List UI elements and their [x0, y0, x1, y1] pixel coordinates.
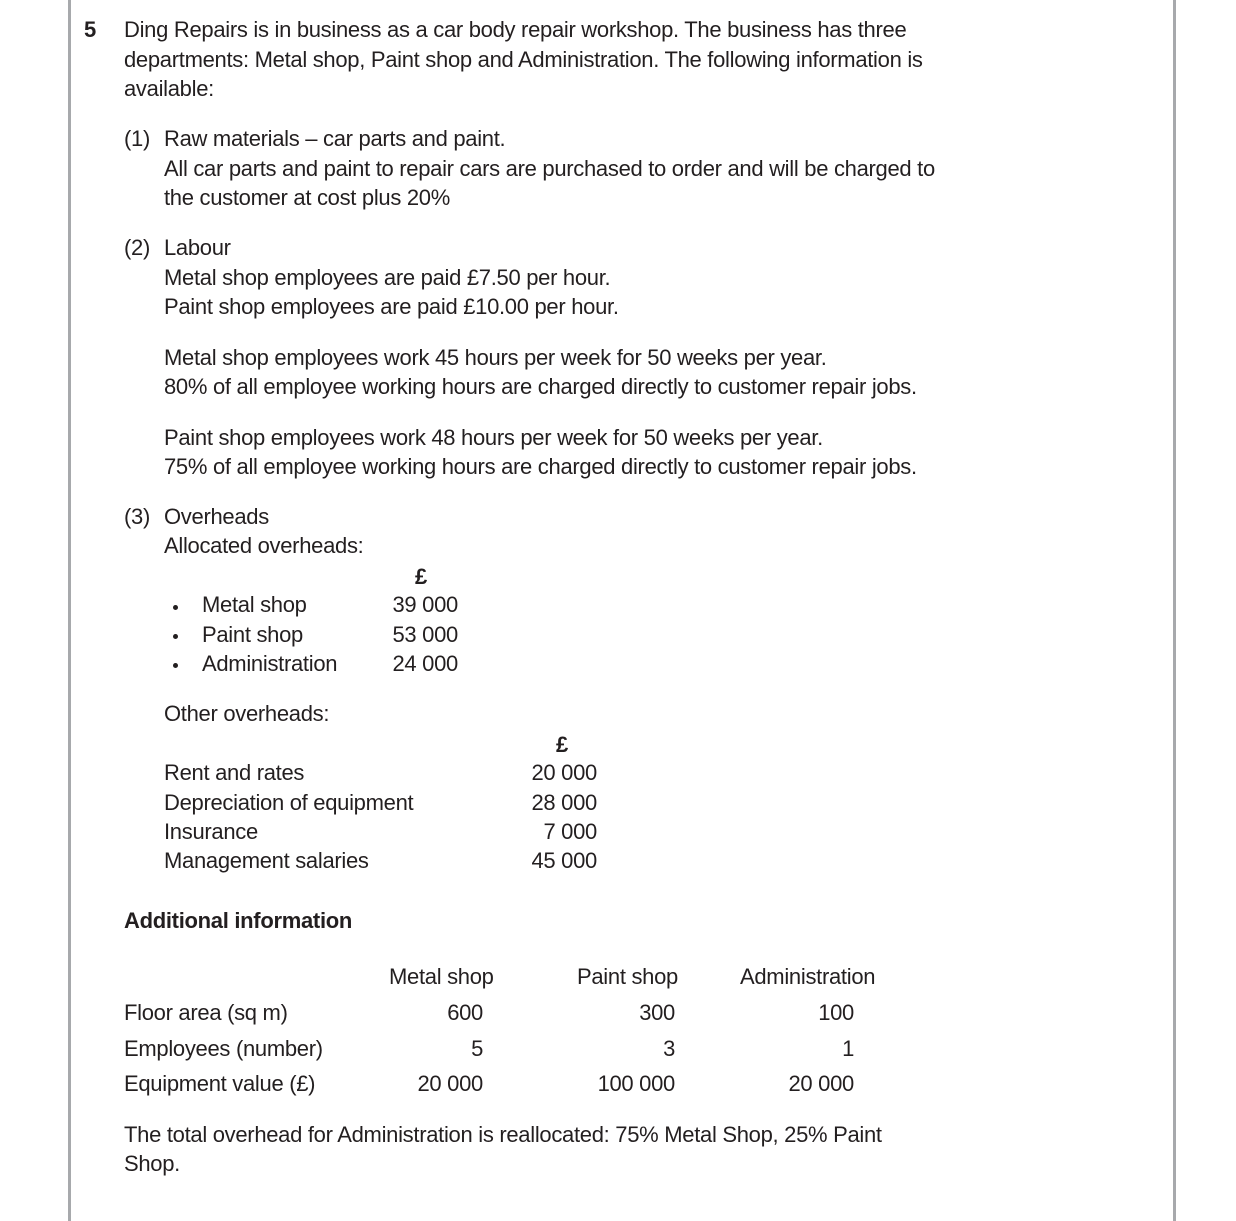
reallocation-note-line-1: The total overhead for Administration is reallocated: 75% Metal Shop, 25% Paint: [124, 1122, 882, 1147]
other-row-value: 7 000: [543, 819, 597, 844]
metal-shop-hours-line: Metal shop employees work 45 hours per week for 50 weeks per year.: [164, 345, 827, 370]
allocated-row-name: Administration: [202, 651, 338, 676]
item-2-line-1: Metal shop employees are paid £7.50 per hour.: [164, 265, 611, 290]
intro-line-3: available:: [124, 76, 214, 101]
item-2-label: (2): [124, 235, 150, 260]
item-1-label: (1): [124, 126, 150, 151]
intro-line-2: departments: Metal shop, Paint shop and Administration. The following information is: [124, 47, 923, 72]
other-currency-header: £: [556, 732, 568, 757]
other-row-name: Insurance: [164, 819, 258, 844]
info-cell: 5: [471, 1036, 483, 1061]
other-row-value: 20 000: [531, 760, 597, 785]
item-1-line-1: All car parts and paint to repair cars are purchased to order and will be charged to: [164, 156, 935, 181]
info-cell: 100 000: [597, 1071, 675, 1096]
info-row-label: Floor area (sq m): [124, 1000, 288, 1025]
info-cell: 3: [663, 1036, 675, 1061]
paint-shop-charged-line: 75% of all employee working hours are charged directly to customer repair jobs.: [164, 454, 917, 479]
allocated-row-name: Paint shop: [202, 622, 303, 647]
info-cell: 1: [842, 1036, 854, 1061]
item-3-title: Overheads: [164, 504, 269, 529]
additional-info-heading: Additional information: [124, 908, 353, 933]
column-header-paint-shop: Paint shop: [577, 964, 678, 989]
info-cell: 300: [639, 1000, 675, 1025]
allocated-overheads-heading: Allocated overheads:: [164, 533, 364, 558]
other-row-value: 45 000: [531, 848, 597, 873]
metal-shop-charged-line: 80% of all employee working hours are charged directly to customer repair jobs.: [164, 374, 917, 399]
item-3-label: (3): [124, 504, 150, 529]
question-number: 5: [84, 17, 96, 42]
allocated-row-value: 24 000: [392, 651, 458, 676]
column-header-metal-shop: Metal shop: [389, 964, 494, 989]
intro-line-1: Ding Repairs is in business as a car body repair workshop. The business has three: [124, 17, 907, 42]
other-overheads-heading: Other overheads:: [164, 701, 330, 726]
info-cell: 100: [818, 1000, 854, 1025]
other-row-name: Rent and rates: [164, 760, 305, 785]
item-2-line-2: Paint shop employees are paid £10.00 per hour.: [164, 294, 619, 319]
item-1-line-2: the customer at cost plus 20%: [164, 185, 451, 210]
paint-shop-hours-line: Paint shop employees work 48 hours per week for 50 weeks per year.: [164, 425, 823, 450]
allocated-row-name: Metal shop: [202, 592, 307, 617]
info-row-label: Equipment value (£): [124, 1071, 316, 1096]
other-row-name: Depreciation of equipment: [164, 790, 414, 815]
allocated-row-value: 39 000: [392, 592, 458, 617]
bullet-icon: [173, 605, 178, 610]
info-cell: 20 000: [788, 1071, 854, 1096]
column-header-administration: Administration: [740, 964, 876, 989]
item-2-title: Labour: [164, 235, 231, 260]
allocated-currency-header: £: [415, 564, 427, 589]
item-1-title: Raw materials – car parts and paint.: [164, 126, 506, 151]
other-row-value: 28 000: [531, 790, 597, 815]
bullet-icon: [173, 634, 178, 639]
other-row-name: Management salaries: [164, 848, 369, 873]
info-cell: 600: [447, 1000, 483, 1025]
reallocation-note-line-2: Shop.: [124, 1151, 180, 1176]
allocated-row-value: 53 000: [392, 622, 458, 647]
info-cell: 20 000: [417, 1071, 483, 1096]
info-row-label: Employees (number): [124, 1036, 323, 1061]
bullet-icon: [173, 663, 178, 668]
